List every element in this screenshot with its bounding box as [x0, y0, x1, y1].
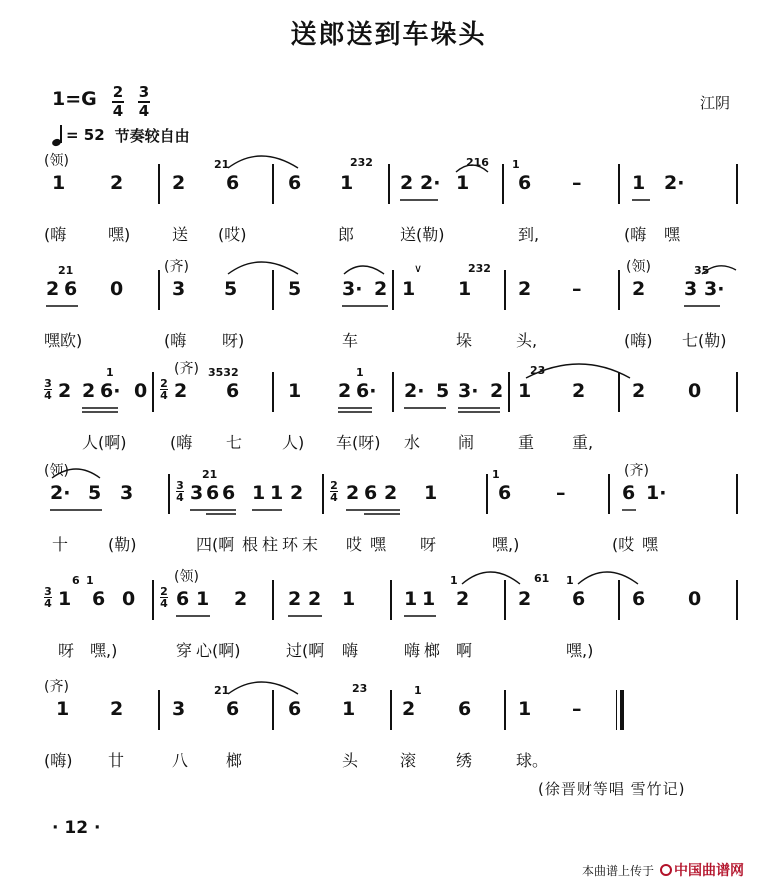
bar-line	[392, 372, 394, 412]
grace-note: 21	[58, 264, 74, 277]
lyric: 末	[302, 535, 319, 554]
note: 2	[338, 380, 352, 402]
grace-note: 1	[566, 574, 574, 587]
time-change: 2 4	[330, 479, 338, 504]
bar-line	[502, 164, 504, 204]
bar-line	[618, 372, 620, 412]
lyric: (勒)	[108, 535, 137, 554]
bar-line	[388, 164, 390, 204]
note: 1·	[646, 482, 667, 504]
note: 3	[172, 278, 186, 300]
lyric: 嘿,)	[90, 641, 118, 660]
region-label: 江阴	[700, 94, 731, 112]
bar-line	[608, 474, 610, 514]
note: 1	[58, 588, 72, 610]
page-number: · 12 ·	[52, 818, 101, 838]
note: 2	[234, 588, 248, 610]
lyric: 嘿,)	[566, 641, 594, 660]
note: 1	[456, 172, 470, 194]
note: 3	[120, 482, 134, 504]
note: 1	[422, 588, 436, 610]
grace-note: 1	[356, 366, 364, 379]
note: 2	[346, 482, 360, 504]
lyric: 嘿,)	[492, 535, 520, 554]
note: 5	[436, 380, 450, 402]
lyric: (嗨	[170, 433, 193, 452]
bar-line	[736, 474, 738, 514]
grace-note: 1	[450, 574, 458, 587]
grace-note: 23	[530, 364, 546, 377]
final-bar-line	[616, 690, 624, 730]
lyric: 嗨	[342, 641, 359, 660]
note: 6	[176, 588, 190, 610]
upload-text: 本曲谱上传于	[582, 863, 655, 878]
lyric: 闹	[458, 433, 475, 452]
note: 2	[110, 172, 124, 194]
bar-line	[392, 270, 394, 310]
key-signature: 1=G	[52, 88, 97, 110]
site-logo-icon	[660, 864, 672, 876]
grace-note: 35	[694, 264, 710, 277]
bar-line	[272, 372, 274, 412]
grace-note: 21	[202, 468, 218, 481]
bar-line	[486, 474, 488, 514]
note: 1	[56, 698, 70, 720]
lyric: 环	[282, 535, 299, 554]
tempo-text: 节奏较自由	[114, 126, 190, 145]
lyric: 根	[242, 535, 259, 554]
time-change: 3 4	[44, 585, 52, 610]
lyric: 滚	[400, 751, 417, 770]
note: 2	[400, 172, 414, 194]
score-system-1	[0, 150, 777, 260]
lyric: (哎	[612, 535, 635, 554]
bar-line	[272, 690, 274, 730]
note: 2·	[50, 482, 71, 504]
lyric: 嘿欧)	[44, 331, 83, 350]
note: 6	[206, 482, 220, 504]
note: 6	[226, 380, 240, 402]
note: 2	[456, 588, 470, 610]
performer-credit: (徐晋财等唱 雪竹记)	[538, 780, 686, 798]
note: 0	[122, 588, 136, 610]
lyric: 送	[172, 225, 189, 244]
song-title: 送郎送到车垛头	[290, 20, 487, 50]
score-system-6	[0, 676, 777, 786]
grace-note: 1	[106, 366, 114, 379]
lyric: 柱	[262, 535, 279, 554]
bar-line	[736, 580, 738, 620]
note: 2	[518, 588, 532, 610]
note: 6	[288, 172, 302, 194]
note: 2	[58, 380, 72, 402]
note: 2	[174, 380, 188, 402]
lyric: 人(啊)	[82, 433, 127, 452]
lyric: 到,	[518, 225, 540, 244]
bar-line	[618, 580, 620, 620]
note: 2	[518, 278, 532, 300]
grace-note: 21	[214, 684, 230, 697]
bar-line	[504, 580, 506, 620]
bar-line	[272, 164, 274, 204]
note: 3	[684, 278, 698, 300]
bar-line	[272, 580, 274, 620]
svg-text:∨: ∨	[414, 262, 423, 275]
lyric: 垛	[456, 331, 473, 350]
note: 0	[688, 380, 702, 402]
note: –	[572, 172, 582, 194]
note: 6·	[356, 380, 377, 402]
lyric: 榔	[424, 641, 441, 660]
site-logo[interactable]: 中国曲谱网	[660, 860, 744, 880]
lyric: (嗨	[44, 225, 67, 244]
grace-note: 1	[86, 574, 94, 587]
note: 6	[498, 482, 512, 504]
tempo-marking	[52, 124, 190, 146]
note: 2	[308, 588, 322, 610]
bar-line	[508, 372, 510, 412]
grace-note: 1	[414, 684, 422, 697]
lyric: 心(啊)	[196, 641, 241, 660]
role-chorus: (齐)	[174, 361, 199, 377]
note: 2·	[404, 380, 425, 402]
lyric: (嗨	[624, 225, 647, 244]
lyric: 榔	[226, 751, 243, 770]
note: 6	[288, 698, 302, 720]
note: 2	[632, 278, 646, 300]
note: 0	[688, 588, 702, 610]
time-signature-1: 2 4	[112, 83, 124, 120]
lyric: (哎)	[218, 225, 247, 244]
role-lead: (领)	[174, 569, 199, 585]
lyric: 穿	[176, 641, 193, 660]
note: 2·	[420, 172, 441, 194]
lyric: 七(勒)	[682, 331, 727, 350]
note: 2	[82, 380, 96, 402]
lyric: 车	[342, 331, 359, 350]
lyric: 头	[342, 751, 359, 770]
lyric: 呀	[420, 535, 437, 554]
lyric: 球。	[516, 751, 549, 770]
upload-note	[582, 860, 744, 880]
lyric: 过(啊	[286, 641, 325, 660]
lyric: 送(勒)	[400, 225, 445, 244]
note: 1	[52, 172, 66, 194]
lyric: 嘿)	[108, 225, 131, 244]
lyric: 郎	[338, 225, 355, 244]
score-system-4	[0, 460, 777, 570]
note: 2	[572, 380, 586, 402]
note: 6	[518, 172, 532, 194]
note: 6	[92, 588, 106, 610]
lyric: 八	[172, 751, 189, 770]
lyric: 重	[518, 433, 535, 452]
note: 2	[172, 172, 186, 194]
note: 1	[342, 698, 356, 720]
note: 0	[110, 278, 124, 300]
note: 3·	[342, 278, 363, 300]
note: 3	[172, 698, 186, 720]
bar-line	[152, 372, 154, 412]
note: 6	[458, 698, 472, 720]
role-lead: (领)	[44, 463, 69, 479]
note: 6	[364, 482, 378, 504]
bar-line	[504, 690, 506, 730]
note: 6	[632, 588, 646, 610]
lyric: 水	[404, 433, 421, 452]
note: 0	[134, 380, 148, 402]
note: 2	[374, 278, 388, 300]
note: –	[572, 278, 582, 300]
lyric: 七	[226, 433, 243, 452]
note: 1	[458, 278, 472, 300]
lyric: (嗨)	[44, 751, 73, 770]
grace-note: 21	[214, 158, 230, 171]
grace-note: 232	[350, 156, 373, 169]
lyric: 四(啊	[196, 535, 235, 554]
lyric: 廿	[108, 751, 125, 770]
role-lead: (领)	[44, 153, 69, 169]
note: 2	[384, 482, 398, 504]
grace-note: 61	[534, 572, 550, 585]
note: –	[572, 698, 582, 720]
grace-note: 3532	[208, 366, 239, 379]
lyric: 嘿	[664, 225, 681, 244]
lyric: (嗨)	[624, 331, 653, 350]
grace-note: 6	[72, 574, 80, 587]
note: 2	[46, 278, 60, 300]
bar-line	[390, 580, 392, 620]
note: 1	[196, 588, 210, 610]
note: 1	[340, 172, 354, 194]
bar-line	[618, 270, 620, 310]
note: 1	[252, 482, 266, 504]
note: 5	[288, 278, 302, 300]
role-lead: (领)	[626, 259, 651, 275]
note: 2	[402, 698, 416, 720]
note: 6	[622, 482, 636, 504]
note: 6	[572, 588, 586, 610]
note: 2	[290, 482, 304, 504]
note: 6	[226, 172, 240, 194]
time-change: 3 4	[176, 479, 184, 504]
lyric: 车(呀)	[336, 433, 381, 452]
role-chorus: (齐)	[44, 679, 69, 695]
grace-note: 216	[466, 156, 489, 169]
note: 2	[490, 380, 504, 402]
lyric: 人)	[282, 433, 305, 452]
note: –	[556, 482, 566, 504]
score-system-2	[0, 256, 777, 366]
quarter-note-icon	[52, 124, 62, 146]
lyric: 嘿	[642, 535, 659, 554]
bar-line	[168, 474, 170, 514]
note: 6	[222, 482, 236, 504]
note: 1	[342, 588, 356, 610]
note: 2	[632, 380, 646, 402]
score-system-5	[0, 566, 777, 676]
lyric: 哎	[346, 535, 363, 554]
note: 2	[288, 588, 302, 610]
note: 5	[224, 278, 238, 300]
grace-note: 23	[352, 682, 368, 695]
lyric: 呀)	[222, 331, 245, 350]
lyric: 头,	[516, 331, 538, 350]
time-change: 2 4	[160, 377, 168, 402]
score-system-3	[0, 358, 777, 468]
note: 6·	[100, 380, 121, 402]
note: 1	[518, 380, 532, 402]
grace-note: 1	[512, 158, 520, 171]
bar-line	[322, 474, 324, 514]
note: 1	[288, 380, 302, 402]
bar-line	[618, 164, 620, 204]
bar-line	[272, 270, 274, 310]
time-change: 3 4	[44, 377, 52, 402]
note: 1	[270, 482, 284, 504]
bar-line	[736, 164, 738, 204]
note: 1	[632, 172, 646, 194]
bar-line	[736, 372, 738, 412]
note: 5	[88, 482, 102, 504]
note: 1	[404, 588, 418, 610]
role-chorus: (齐)	[624, 463, 649, 479]
note: 2·	[664, 172, 685, 194]
lyric: 呀	[58, 641, 75, 660]
note: 3	[190, 482, 204, 504]
bar-line	[158, 690, 160, 730]
lyric: 嘿	[370, 535, 387, 554]
note: 6	[226, 698, 240, 720]
lyric: 绣	[456, 751, 473, 770]
time-change: 2 4	[160, 585, 168, 610]
note: 6	[64, 278, 78, 300]
bar-line	[152, 580, 154, 620]
note: 1	[424, 482, 438, 504]
bar-line	[158, 164, 160, 204]
tempo-value: = 52	[66, 126, 105, 144]
bar-line	[158, 270, 160, 310]
bar-line	[390, 690, 392, 730]
note: 3·	[458, 380, 479, 402]
lyric: 嗨	[404, 641, 421, 660]
lyric: 啊	[456, 641, 473, 660]
lyric: 十	[52, 535, 69, 554]
grace-note: 232	[468, 262, 491, 275]
bar-line	[504, 270, 506, 310]
lyric: (嗨	[164, 331, 187, 350]
note: 1	[402, 278, 416, 300]
note: 2	[110, 698, 124, 720]
note: 3·	[704, 278, 725, 300]
role-chorus: (齐)	[164, 259, 189, 275]
note: 1	[518, 698, 532, 720]
time-signature-2: 3 4	[138, 83, 150, 120]
lyric: 重,	[572, 433, 594, 452]
grace-note: 1	[492, 468, 500, 481]
